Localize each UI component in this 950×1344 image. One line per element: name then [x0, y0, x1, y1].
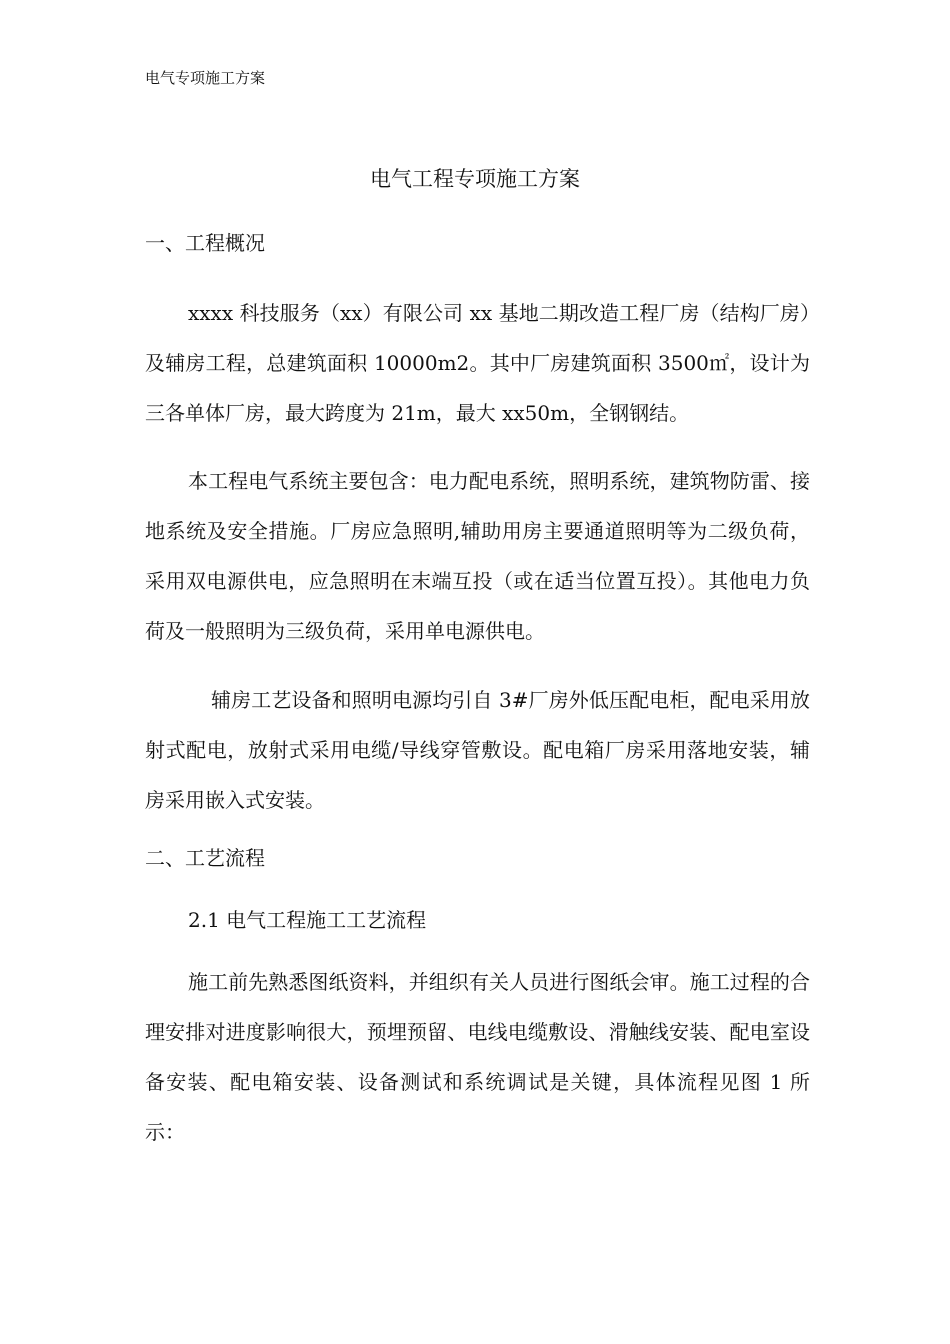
- subsection-heading-process: 2.1 电气工程施工工艺流程: [188, 908, 427, 932]
- section-heading-process: 二、工艺流程: [145, 846, 265, 870]
- paragraph-power-supply: 辅房工艺设备和照明电源均引自 3#厂房外低压配电柜，配电采用放射式配电，放射式采用电缆/导线穿管敷设。配电箱厂房采用落地安装，辅房采用嵌入式安装。: [145, 688, 810, 812]
- paragraph-electrical-system: 本工程电气系统主要包含：电力配电系统，照明系统，建筑物防雷、接地系统及安全措施。厂房应急照明,辅助用房主要通道照明等为二级负荷，采用双电源供电，应急照明在末端互投（或在适当位置互投）。其他电力负荷及一般照明为三级负荷，采用单电源供电。: [145, 469, 810, 643]
- paragraph-project-overview: xxxx 科技服务（xx）有限公司 xx 基地二期改造工程厂房（结构厂房）及辅房工程，总建筑面积 10000m2。其中厂房建筑面积 3500㎡，设计为三各单体厂房，最大跨度为 21m，最大 xx50m，全钢钢结。: [145, 301, 810, 425]
- paragraph-process-description: 施工前先熟悉图纸资料，并组织有关人员进行图纸会审。施工过程的合理安排对进度影响很大，预埋预留、电线电缆敷设、滑触线安装、配电室设备安装、配电箱安装、设备测试和系统调试是关键，具体流程见图 1 所示：: [145, 970, 810, 1144]
- document-title: 电气工程专项施工方案: [370, 167, 580, 191]
- running-header: 电气专项施工方案: [145, 69, 266, 87]
- section-heading-overview: 一、工程概况: [145, 231, 265, 255]
